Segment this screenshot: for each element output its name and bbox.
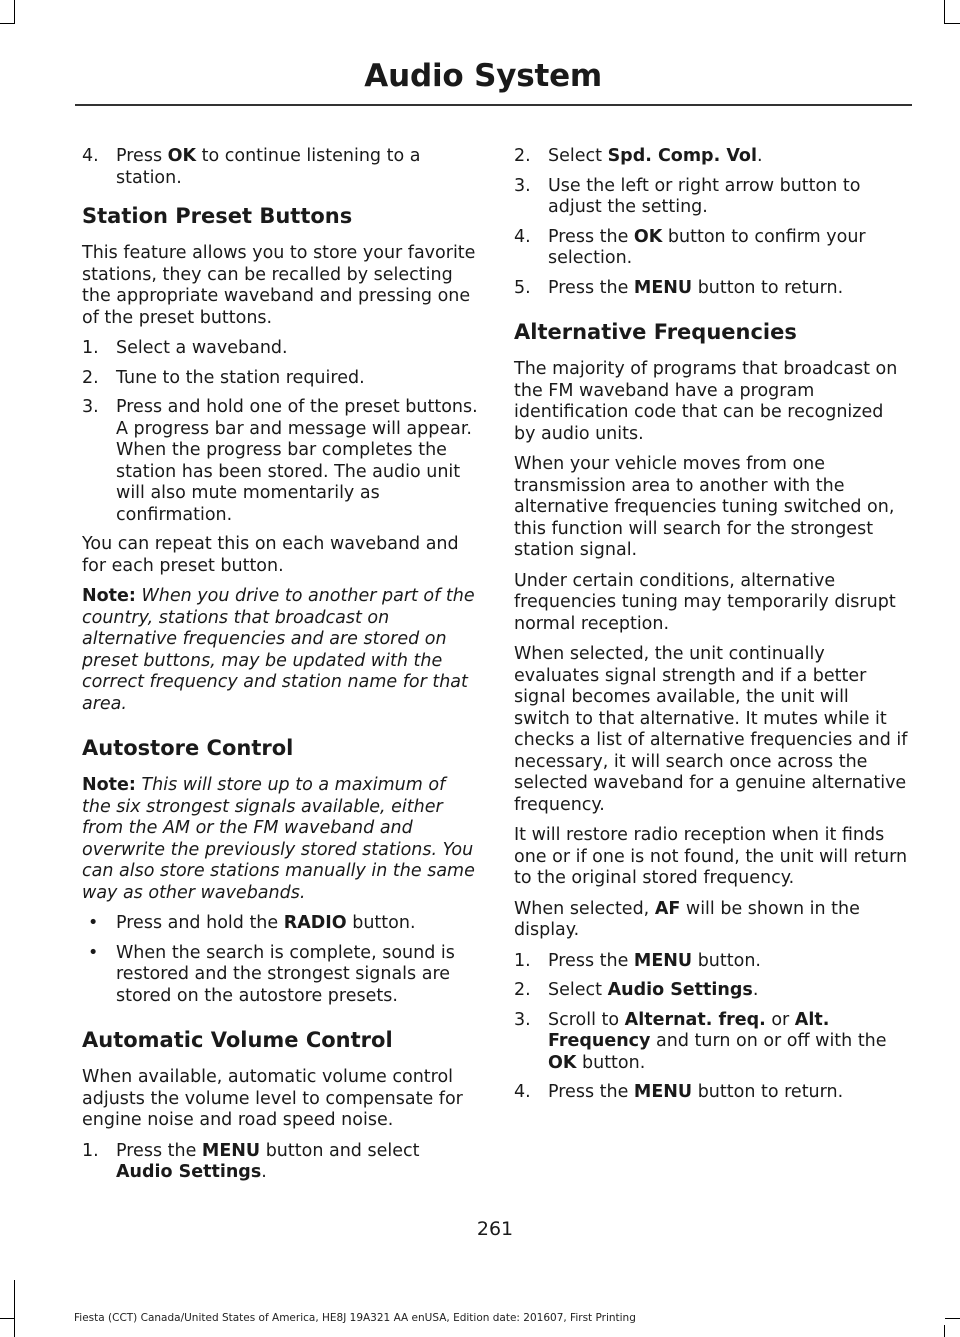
crop-mark (945, 1318, 960, 1319)
list-item: 3. Scroll to Alternat. freq. or Alt. Frequency and turn on or off with the OK button. (514, 1009, 887, 1073)
note: Note: This will store up to a maximum of the six strongest signals available, either from the AM or the FM waveband and overwrite the previously stored stations. You can also store stations manually in the same way as other wavebands. (82, 775, 475, 903)
note: Note: When you drive to another part of the country, stations that broadcast on alternative frequencies and are stored on preset buttons, may be updated with the correct frequency and station name for that area. (82, 586, 475, 714)
paragraph: Under certain conditions, alternative frequencies tuning may temporarily disrupt normal reception. (514, 570, 896, 634)
crop-mark (0, 23, 14, 24)
right-column (514, 146, 910, 1112)
key-label: OK (167, 146, 197, 166)
key-label: OK (633, 226, 663, 247)
key-label: RADIO (283, 913, 347, 933)
crop-mark (14, 0, 15, 24)
paragraph: You can repeat this on each waveband and for each preset button. (82, 534, 459, 576)
list-item: 1. Press the MENU button and select Audio Settings. (82, 1140, 420, 1182)
list-item: 4. Press OK to continue listening to a station. (82, 146, 421, 188)
list-number: 4. (82, 146, 99, 166)
footer-text: Fiesta (CCT) Canada/United States of America, HE8J 19A321 AA enUSA, Edition date: 201607, First Printing (74, 1312, 636, 1324)
key-label: MENU (201, 1140, 261, 1161)
page-number: 261 (476, 1218, 514, 1240)
list-item: 2. Tune to the station required. (82, 367, 365, 388)
list-number: 2. (82, 367, 99, 388)
list-number: 3. (514, 175, 531, 196)
list-number: 1. (514, 950, 531, 971)
bullet: • (88, 913, 99, 933)
header-divider (75, 104, 912, 106)
list-number: 2. (514, 980, 531, 1000)
paragraph: When your vehicle moves from one transmission area to another with the alternative frequencies tuning switched on, this function will search for the strongest station signal. (514, 454, 895, 560)
section-title: Audio System (364, 58, 602, 94)
paragraph: It will restore radio reception when it finds one or if one is not found, the unit will return to the original stored frequency. (514, 825, 908, 888)
heading-autostore: Autostore Control (82, 736, 294, 760)
list-item: 5. Press the MENU button to return. (514, 277, 844, 298)
crop-mark (14, 1280, 15, 1337)
key-label: MENU (633, 950, 693, 971)
bullet: • (88, 942, 99, 963)
crop-mark (0, 1318, 14, 1319)
crop-mark (944, 1325, 945, 1337)
bullet-item: • When the search is complete, sound is restored and the strongest signals are stored on the autostore presets. (88, 942, 455, 1006)
crop-mark (945, 23, 960, 24)
list-item: 2. Select Spd. Comp. Vol. (514, 146, 763, 166)
list-item: 4. Press the MENU button to return. (514, 1082, 844, 1102)
key-label: Audio Settings (607, 980, 753, 1000)
list-item: 4. Press the OK button to confirm your selection. (514, 226, 866, 268)
list-item: 1. Press the MENU button. (514, 950, 761, 971)
crop-mark (944, 0, 945, 24)
list-number: 4. (514, 226, 531, 247)
list-item: 3. Use the left or right arrow button to adjust the setting. (514, 175, 861, 217)
list-number: 2. (514, 146, 531, 166)
paragraph: When available, automatic volume control adjusts the volume level to compensate for engine noise and road speed noise. (82, 1067, 463, 1130)
heading-alternative-frequencies: Alternative Frequencies (514, 320, 797, 344)
list-item: 2. Select Audio Settings. (514, 980, 759, 1000)
key-label: OK (548, 1052, 577, 1073)
paragraph: When selected, the unit continually evaluates signal strength and if a better signal becomes available, the unit will switch to that alternative. It mutes while it checks a list of alternative frequencies and if necessary, it will search once across the selected waveband for a genuine alternative frequency. (514, 644, 908, 815)
list-number: 3. (514, 1009, 531, 1030)
heading-volume-control: Automatic Volume Control (82, 1028, 393, 1052)
list-number: 5. (514, 277, 531, 298)
paragraph: When selected, AF will be shown in the display. (514, 898, 860, 940)
bullet-item: • Press and hold the RADIO button. (88, 913, 416, 933)
key-label: MENU (633, 277, 693, 298)
key-label: AF (654, 898, 681, 919)
key-label: Audio Settings (116, 1162, 262, 1182)
left-column (82, 146, 478, 1192)
list-number: 4. (514, 1082, 531, 1102)
list-item: 3. Press and hold one of the preset buttons. A progress bar and message will appear. When the progress bar completes the station has been stored. The audio unit will also mute momentarily as confirmation. (82, 397, 478, 525)
paragraph: This feature allows you to store your favorite stations, they can be recalled by selecting the appropriate waveband and pressing one of the preset buttons. (82, 243, 476, 328)
list-number: 1. (82, 1140, 99, 1161)
key-label: Spd. Comp. Vol (607, 146, 757, 166)
list-item: 1. Select a waveband. (82, 338, 288, 358)
key-label: MENU (633, 1082, 693, 1102)
paragraph: The majority of programs that broadcast on the FM waveband have a program identification code that can be recognized by audio units. (514, 359, 898, 444)
key-label: Alternat. freq. (624, 1009, 766, 1030)
heading-station-preset: Station Preset Buttons (82, 204, 353, 228)
list-number: 1. (82, 338, 99, 358)
key-label: Alt. Frequency (548, 1009, 830, 1051)
list-number: 3. (82, 397, 99, 417)
